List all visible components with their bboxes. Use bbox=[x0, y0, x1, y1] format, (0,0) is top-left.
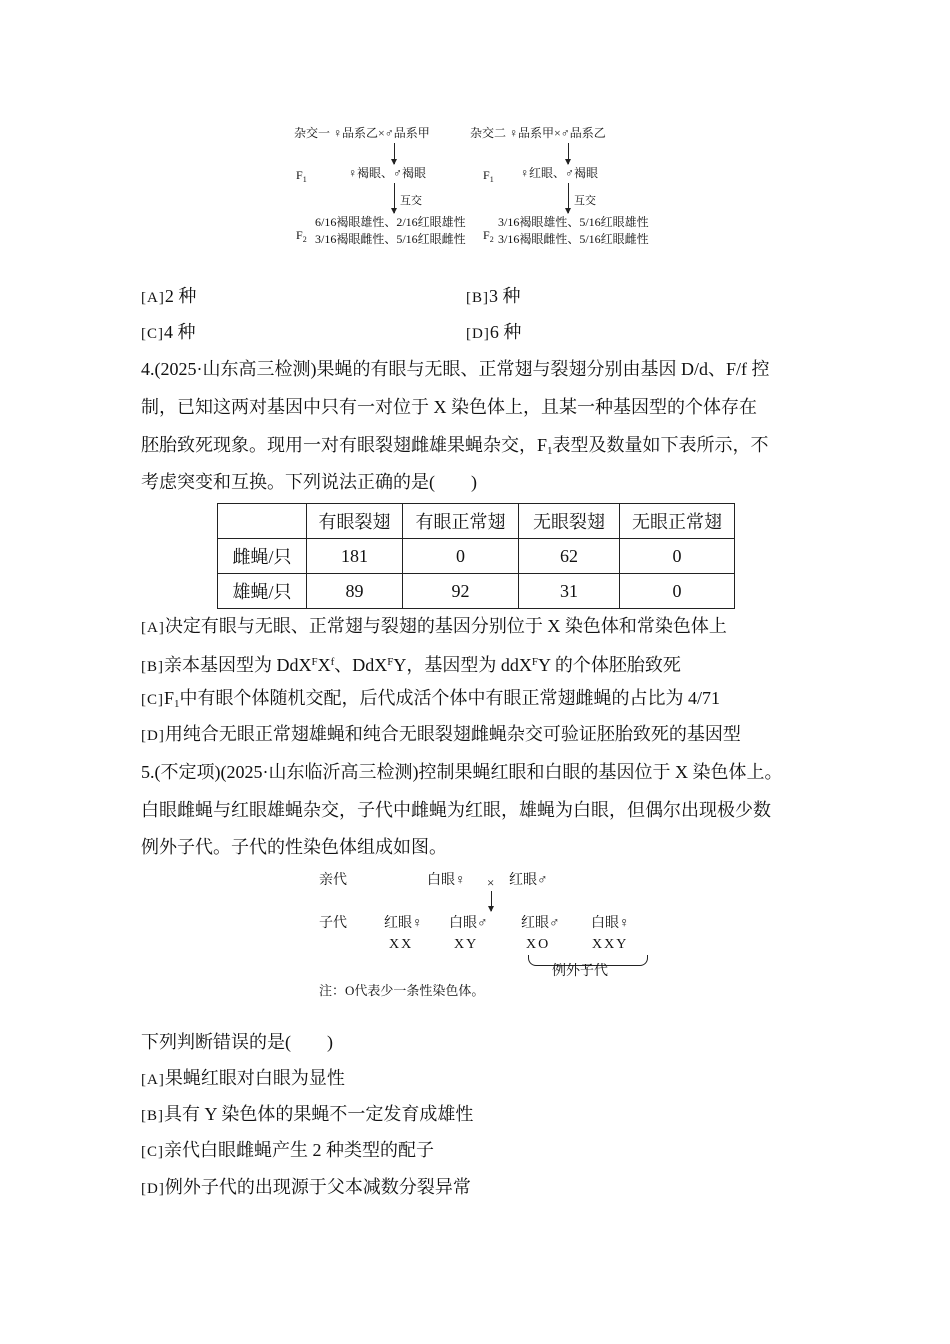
q4-phenotype-table bbox=[217, 503, 735, 609]
down-arrow-icon bbox=[394, 183, 395, 213]
intercross-label-left: 互交 bbox=[400, 195, 422, 207]
down-arrow-icon bbox=[394, 143, 395, 164]
offspring-2-phenotype: 白眼♂ bbox=[449, 916, 488, 931]
q4-option-d[interactable]: [D]用纯合无眼正常翅雄蝇和纯合无眼裂翅雌蝇杂交可验证胚胎致死的基因型 bbox=[141, 724, 741, 744]
q3-option-d[interactable]: [D]6 种 bbox=[466, 322, 522, 342]
offspring-label: 子代 bbox=[319, 916, 347, 931]
q4-stem-line1: 4.(2025·山东高三检测)果蝇的有眼与无眼、正常翅与裂翅分别由基因 D/d、F/f 控 bbox=[141, 359, 770, 379]
q5-question: 下列判断错误的是( ) bbox=[141, 1032, 333, 1052]
table-cell: 0 bbox=[620, 574, 735, 609]
table-cell: 89 bbox=[307, 574, 403, 609]
table-header-cell: 无眼裂翅 bbox=[519, 504, 620, 539]
q4-option-c[interactable]: $[C]F_1$中有眼个体随机交配，后代成活个体中有眼正常翅雌蝇的占比为 4/71 bbox=[141, 688, 721, 710]
table-row bbox=[218, 574, 735, 609]
table-cell: 0 bbox=[620, 539, 735, 574]
table-row bbox=[218, 539, 735, 574]
q5-stem-line1: 5.(不定项)(2025·山东临沂高三检测)控制果蝇红眼和白眼的基因位于 X 染色体上。 bbox=[141, 762, 783, 782]
table-cell: 181 bbox=[307, 539, 403, 574]
q4-stem-line4: 考虑突变和互换。下列说法正确的是( ) bbox=[141, 472, 477, 492]
cross1-f1: ♀褐眼、♂褐眼 bbox=[348, 166, 427, 180]
parent-female: 白眼♀ bbox=[427, 873, 466, 888]
cross1-label: 杂交一 ♀品系乙×♂品系甲 bbox=[294, 126, 430, 140]
parent-label: 亲代 bbox=[319, 873, 347, 888]
q3-option-a[interactable]: [A]2 种 bbox=[141, 286, 197, 306]
table-cell: 雄蝇/只 bbox=[218, 574, 307, 609]
table-cell: 62 bbox=[519, 539, 620, 574]
offspring-4-genotype: XXY bbox=[592, 937, 629, 952]
q5-option-b[interactable]: [B]具有 Y 染色体的果蝇不一定发育成雄性 bbox=[141, 1104, 474, 1124]
q3-option-c[interactable]: [C]4 种 bbox=[141, 322, 196, 342]
table-header-cell: 有眼正常翅 bbox=[403, 504, 519, 539]
parent-male: 红眼♂ bbox=[509, 873, 548, 888]
offspring-4-phenotype: 白眼♀ bbox=[591, 916, 630, 931]
cross2-f1: ♀红眼、♂褐眼 bbox=[520, 166, 599, 180]
down-arrow-icon bbox=[568, 143, 569, 164]
table-cell: 92 bbox=[403, 574, 519, 609]
offspring-1-genotype: XX bbox=[389, 937, 414, 952]
cross-sign: × bbox=[487, 875, 495, 890]
q3-option-b[interactable]: [B]3 种 bbox=[466, 286, 521, 306]
cross1-f2-line2: 3/16褐眼雌性、5/16红眼雌性 bbox=[315, 232, 466, 246]
f1-label-left: $F_1$ bbox=[296, 168, 307, 184]
q5-option-a[interactable]: [A]果蝇红眼对白眼为显性 bbox=[141, 1068, 345, 1088]
table-cell: 31 bbox=[519, 574, 620, 609]
q4-stem-line2: 制，已知这两对基因中只有一对位于 X 染色体上，且某一种基因型的个体存在 bbox=[141, 397, 757, 417]
f1-label-right: $F_1$ bbox=[483, 168, 494, 184]
table-header-cell bbox=[218, 504, 307, 539]
f2-label-right: $F_2$ bbox=[483, 228, 494, 244]
q4-option-b[interactable]: [B]亲本基因型为 $DdX^FX^f$、DdX$^F$Y，基因型为 ddX$^F$Y 的个体胚胎致死 bbox=[141, 655, 681, 675]
q5-stem-line2: 白眼雌蝇与红眼雄蝇杂交，子代中雌蝇为红眼，雄蝇为白眼，但偶尔出现极少数 bbox=[141, 800, 771, 820]
cross2-f2-line1: 3/16褐眼雄性、5/16红眼雄性 bbox=[498, 215, 649, 229]
down-arrow-icon bbox=[568, 183, 569, 213]
f2-label-left: $F_2$ bbox=[296, 228, 307, 244]
table-cell: 0 bbox=[403, 539, 519, 574]
q4-stem-line3: 胚胎致死现象。现用一对有眼裂翅雌雄果蝇杂交，$F_1$表型及数量如下表所示，不 bbox=[141, 435, 769, 457]
offspring-2-genotype: XY bbox=[454, 937, 479, 952]
q5-option-c[interactable]: [C]亲代白眼雌蝇产生 2 种类型的配子 bbox=[141, 1140, 434, 1160]
q4-option-a[interactable]: [A]决定有眼与无眼、正常翅与裂翅的基因分别位于 X 染色体和常染色体上 bbox=[141, 616, 727, 636]
down-arrow-icon bbox=[491, 891, 492, 911]
offspring-3-phenotype: 红眼♂ bbox=[521, 916, 560, 931]
table-header-row bbox=[218, 504, 735, 539]
q5-option-d[interactable]: [D]例外子代的出现源于父本减数分裂异常 bbox=[141, 1177, 471, 1197]
table-header-cell: 无眼正常翅 bbox=[620, 504, 735, 539]
table-cell: 雌蝇/只 bbox=[218, 539, 307, 574]
q5-stem-line3: 例外子代。子代的性染色体组成如图。 bbox=[141, 837, 447, 857]
cross2-f2-line2: 3/16褐眼雌性、5/16红眼雌性 bbox=[498, 232, 649, 246]
table-header-cell: 有眼裂翅 bbox=[307, 504, 403, 539]
exception-label: 例外子代 bbox=[552, 964, 608, 979]
figure-note: 注：O代表少一条性染色体。 bbox=[319, 983, 485, 998]
cross2-label: 杂交二 ♀品系甲×♂品系乙 bbox=[470, 126, 606, 140]
offspring-3-genotype: XO bbox=[526, 937, 551, 952]
cross1-f2-line1: 6/16褐眼雄性、2/16红眼雄性 bbox=[315, 215, 466, 229]
intercross-label-right: 互交 bbox=[574, 195, 596, 207]
offspring-1-phenotype: 红眼♀ bbox=[384, 916, 423, 931]
